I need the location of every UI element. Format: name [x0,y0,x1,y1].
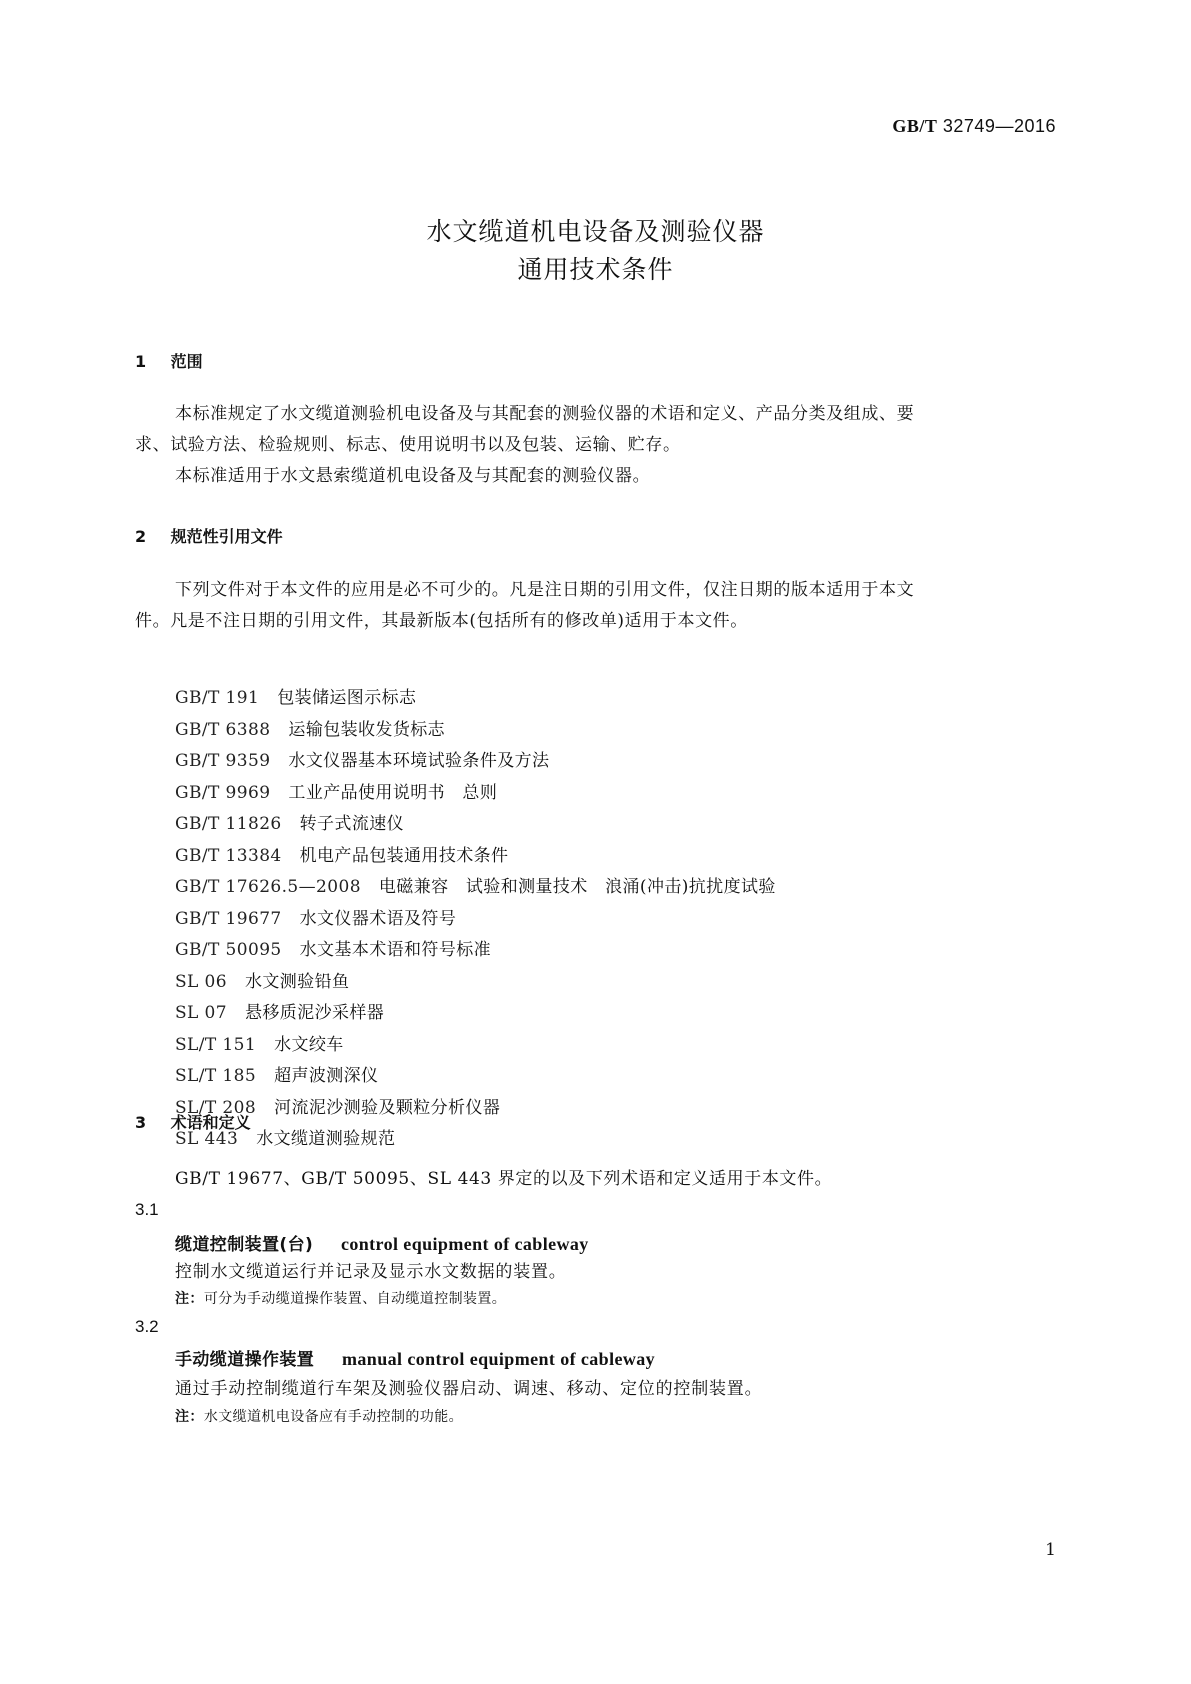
reference-title: 运输包装收发货标志 [288,719,446,740]
reference-title: 水文测验铅鱼 [244,971,350,992]
reference-item [175,809,776,841]
term-definition: 通过手动控制缆道行车架及测验仪器启动、调速、移动、定位的控制装置。 [175,1379,763,1399]
reference-code: GB/T 17626.5—2008 [175,877,361,897]
reference-code: SL/T 151 [175,1034,257,1055]
reference-code: SL 06 [175,971,227,992]
references-intro [135,575,1065,637]
reference-code: GB/T 11826 [175,814,282,834]
reference-code: GB/T 50095 [175,940,282,960]
references-intro-line-2: 件。凡是不注日期的引用文件，其最新版本(包括所有的修改单)适用于本文件。 [135,611,748,631]
reference-code: GB/T 19677 [175,908,282,929]
reference-code: GB/T 191 [175,688,260,708]
reference-item [175,1061,776,1093]
reference-title: 水文仪器基本环境试验条件及方法 [288,751,550,771]
note-label: 注： [175,1409,204,1425]
reference-code: SL/T 208 [175,1097,257,1118]
reference-code: GB/T 6388 [175,719,271,740]
page-number: 1 [1045,1540,1056,1560]
scope-paragraph-2 [135,461,1065,492]
scope-paragraph-1-line-1: 本标准规定了水文缆道测验机电设备及与其配套的测验仪器的术语和定义、产品分类及组成、要 [175,404,915,424]
reference-title: 水文基本术语和符号标准 [299,940,492,960]
reference-title: 河流泥沙测验及颗粒分析仪器 [274,1097,501,1118]
clause-number: 3.2 [135,1317,159,1336]
reference-item [175,841,776,873]
document-title [0,213,1191,289]
reference-title: 转子式流速仪 [299,814,405,834]
title-line-2: 通用技术条件 [517,255,674,284]
terms-intro [135,1164,1065,1195]
term-chinese: 缆道控制装置(台) [175,1235,314,1255]
term-note [175,1406,463,1426]
reference-title: 工业产品使用说明书 总则 [288,782,498,803]
references-intro-line-1: 下列文件对于本文件的应用是必不可少的。凡是注日期的引用文件，仅注日期的版本适用于本文 [175,580,915,600]
reference-item [175,715,776,747]
note-text: 水文缆道机电设备应有手动控制的功能。 [203,1409,464,1425]
standard-number [892,116,1056,137]
section-number: 2 [135,527,147,546]
term-entry [175,1230,589,1255]
section-title: 规范性引用文件 [170,527,283,546]
reference-title: 包装储运图示标志 [277,688,417,708]
reference-item [175,1124,776,1156]
reference-title: 超声波测深仪 [274,1066,379,1086]
reference-item [175,998,776,1030]
section-heading-references [135,524,283,547]
reference-title: 悬移质泥沙采样器 [244,1003,385,1023]
section-number: 3 [135,1113,147,1132]
reference-title: 水文缆道测验规范 [256,1129,396,1149]
reference-item [175,904,776,936]
reference-code: SL/T 185 [175,1066,257,1086]
note-text: 可分为手动缆道操作装置、自动缆道控制装置。 [203,1291,507,1307]
reference-item [175,872,776,904]
reference-item [175,1030,776,1062]
note-label: 注： [175,1291,204,1307]
section-heading-terms [135,1110,251,1133]
term-definition: 控制水文缆道运行并记录及显示水文数据的装置。 [175,1262,567,1282]
scope-paragraph-1 [135,399,1065,461]
reference-title: 机电产品包装通用技术条件 [299,845,509,866]
term-chinese: 手动缆道操作装置 [175,1350,315,1370]
term-entry [175,1345,655,1370]
reference-code: SL 07 [175,1003,227,1023]
standard-prefix: GB/T [892,116,938,136]
section-heading-scope [135,349,203,372]
reference-title: 电磁兼容 试验和测量技术 浪涌(冲击)抗扰度试验 [378,877,776,897]
reference-item [175,935,776,967]
terms-intro-line: GB/T 19677、GB/T 50095、SL 443 界定的以及下列术语和定义适用于本文件。 [175,1169,833,1189]
reference-code: GB/T 13384 [175,845,282,866]
scope-paragraph-2-line: 本标准适用于水文悬索缆道机电设备及与其配套的测验仪器。 [175,466,651,486]
reference-title: 水文绞车 [274,1034,344,1055]
reference-item [175,1093,776,1125]
reference-item [175,778,776,810]
term-english: manual control equipment of cableway [342,1349,656,1369]
term-note [175,1288,506,1308]
reference-item [175,746,776,778]
reference-code: SL 443 [175,1129,239,1149]
standard-code: 32749—2016 [942,116,1056,136]
reference-title: 水文仪器术语及符号 [299,908,457,929]
section-title: 范围 [170,352,203,371]
term-english: control equipment of cableway [340,1234,589,1254]
reference-list [175,683,776,1156]
section-title: 术语和定义 [170,1113,251,1132]
reference-code: GB/T 9359 [175,751,271,771]
reference-item [175,967,776,999]
section-number: 1 [135,352,147,371]
reference-item [175,683,776,715]
reference-code: GB/T 9969 [175,782,271,803]
clause-number: 3.1 [135,1200,159,1219]
scope-paragraph-1-line-2: 求、试验方法、检验规则、标志、使用说明书以及包装、运输、贮存。 [135,435,681,455]
title-line-1: 水文缆道机电设备及测验仪器 [426,217,765,246]
